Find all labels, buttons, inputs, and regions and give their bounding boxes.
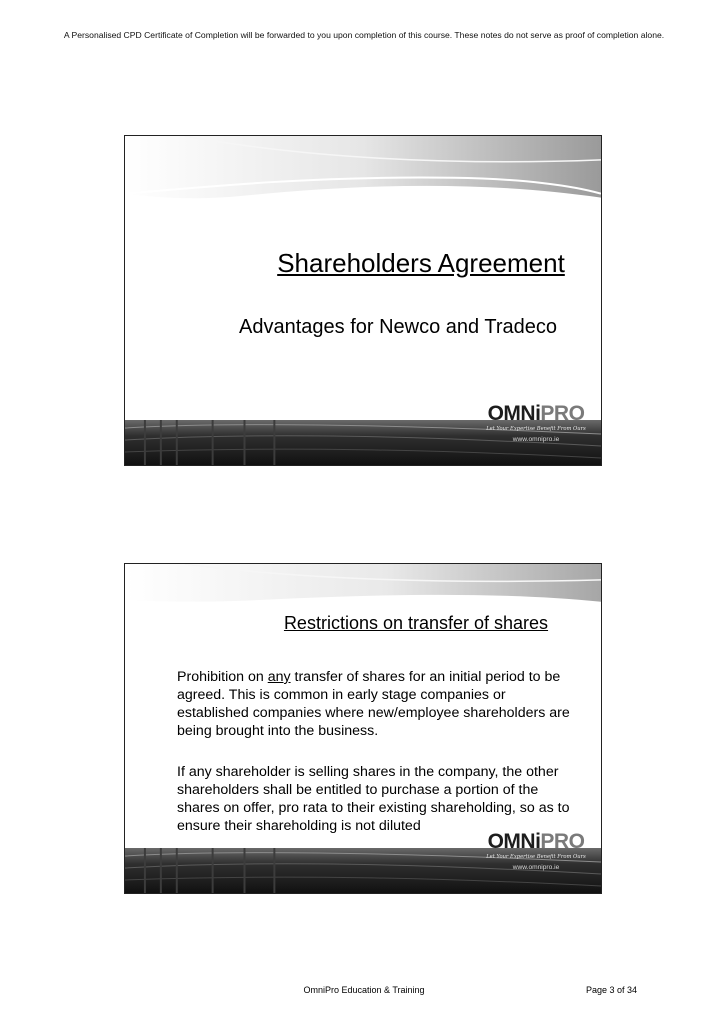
footer-page-number: Page 3 of 34: [586, 985, 638, 995]
logo-url: www.omnipro.ie: [512, 436, 560, 443]
logo-tagline: Let Your Expertise Benefit From Ours: [486, 854, 586, 860]
logo-url: www.omnipro.ie: [512, 864, 560, 871]
slide-title: Restrictions on transfer of shares: [283, 613, 549, 633]
footer-organization: OmniPro Education & Training: [303, 985, 425, 995]
emphasis-any: any: [267, 669, 291, 685]
slide-subtitle: Advantages for Newco and Tradeco: [239, 316, 557, 338]
logo-pro-text: PRO: [540, 402, 585, 425]
body-paragraph-1: Prohibition on any transfer of shares for an initial period to be agreed. This is common in early stage companies or established companies where new/employee shareholders are being brought into the business.: [177, 669, 570, 739]
logo-omni-text: OMNi: [487, 402, 541, 425]
logo-tagline: Let Your Expertise Benefit From Ours: [486, 426, 586, 432]
omnipro-logo: [481, 403, 591, 461]
logo-pro-text: PRO: [540, 830, 585, 853]
certificate-notice: A Personalised CPD Certificate of Completion will be forwarded to you upon completion of this course. These notes do not serve as proof of completion alone.: [63, 30, 665, 40]
slide-title: Shareholders Agreement: [277, 248, 565, 278]
omnipro-logo: [481, 831, 591, 889]
body-paragraph-2: If any shareholder is selling shares in the company, the other shareholders shall be entitled to purchase a portion of the shares on offer, pro rata to their existing shareholding, so as to ensure their shareholding is not diluted: [177, 764, 570, 834]
slide-2: [124, 563, 602, 894]
slide-1: [124, 135, 602, 466]
logo-omni-text: OMNi: [487, 830, 541, 853]
